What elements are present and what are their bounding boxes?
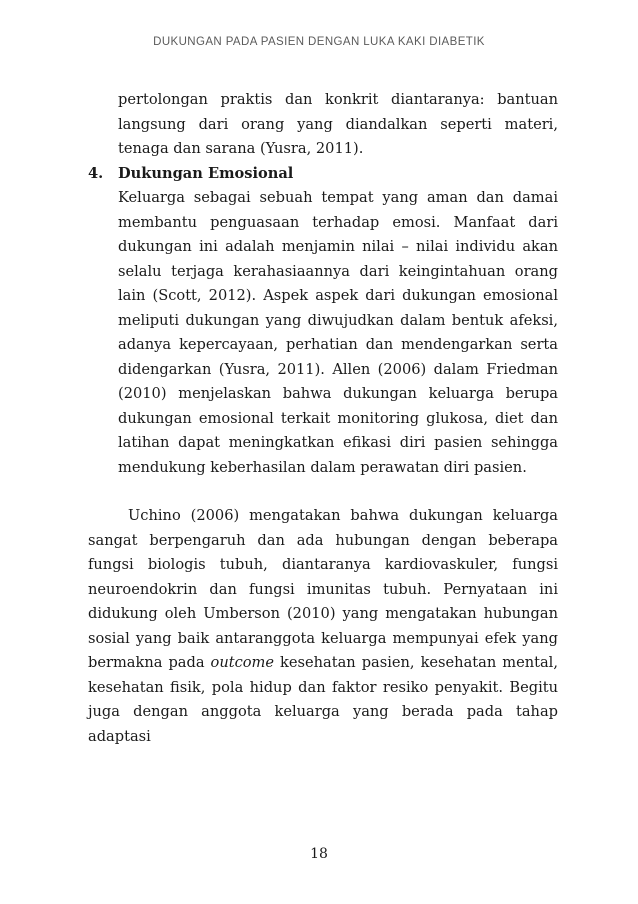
- page-content: [88, 88, 558, 749]
- section-body: Keluarga sebagai sebuah tempat yang aman dan damai membantu penguasaan terhadap emosi. Manfaat dari dukungan ini adalah menjamin nilai – nilai individu akan selalu terjaga kerahasiaannya dari keingintahuan orang lain (Scott, 2012). Aspek aspek dari dukungan emosional meliputi dukungan yang diwujudkan dalam bentuk afeksi, adanya kepercayaan, perhatian dan mendengarkan serta didengarkan (Yusra, 2011). Allen (2006) dalam Friedman (2010) menjelaskan bahwa dukungan keluarga berupa dukungan emosional terkait monitoring glukosa, diet dan latihan dapat meningkatkan efikasi diri pasien sehingga mendukung keberhasilan dalam perawatan diri pasien.: [118, 189, 558, 476]
- section-heading: [88, 162, 558, 187]
- section-title: Dukungan Emosional: [118, 164, 294, 182]
- italic-term: outcome: [210, 654, 275, 671]
- paragraph-text-end: kesehatan pasien, kesehatan mental, kesehatan fisik, pola hidup dan faktor resiko penyakit. Begitu juga dengan anggota keluarga yang berada pada tahap adaptasi: [88, 654, 558, 745]
- body-paragraph: [88, 504, 558, 749]
- paragraph-text-start: Uchino (2006) mengatakan bahwa dukungan keluarga sangat berpengaruh dan ada hubungan dengan beberapa fungsi biologis tubuh, diantaranya kardiovaskuler, fungsi neuroendokrin dan fungsi imunitas tubuh. Pernyataan ini didukung oleh Umberson (2010) yang mengatakan hubungan sosial yang baik antaranggota keluarga mempunyai efek yang bermakna pada: [88, 507, 558, 671]
- running-header: DUKUNGAN PADA PASIEN DENGAN LUKA KAKI DIABETIK: [153, 36, 485, 48]
- continued-paragraph: pertolongan praktis dan konkrit diantaranya: bantuan langsung dari orang yang diandalkan seperti materi, tenaga dan sarana (Yusra, 2011).: [118, 91, 558, 157]
- page-number: 18: [310, 846, 328, 862]
- section-number: 4.: [88, 164, 104, 182]
